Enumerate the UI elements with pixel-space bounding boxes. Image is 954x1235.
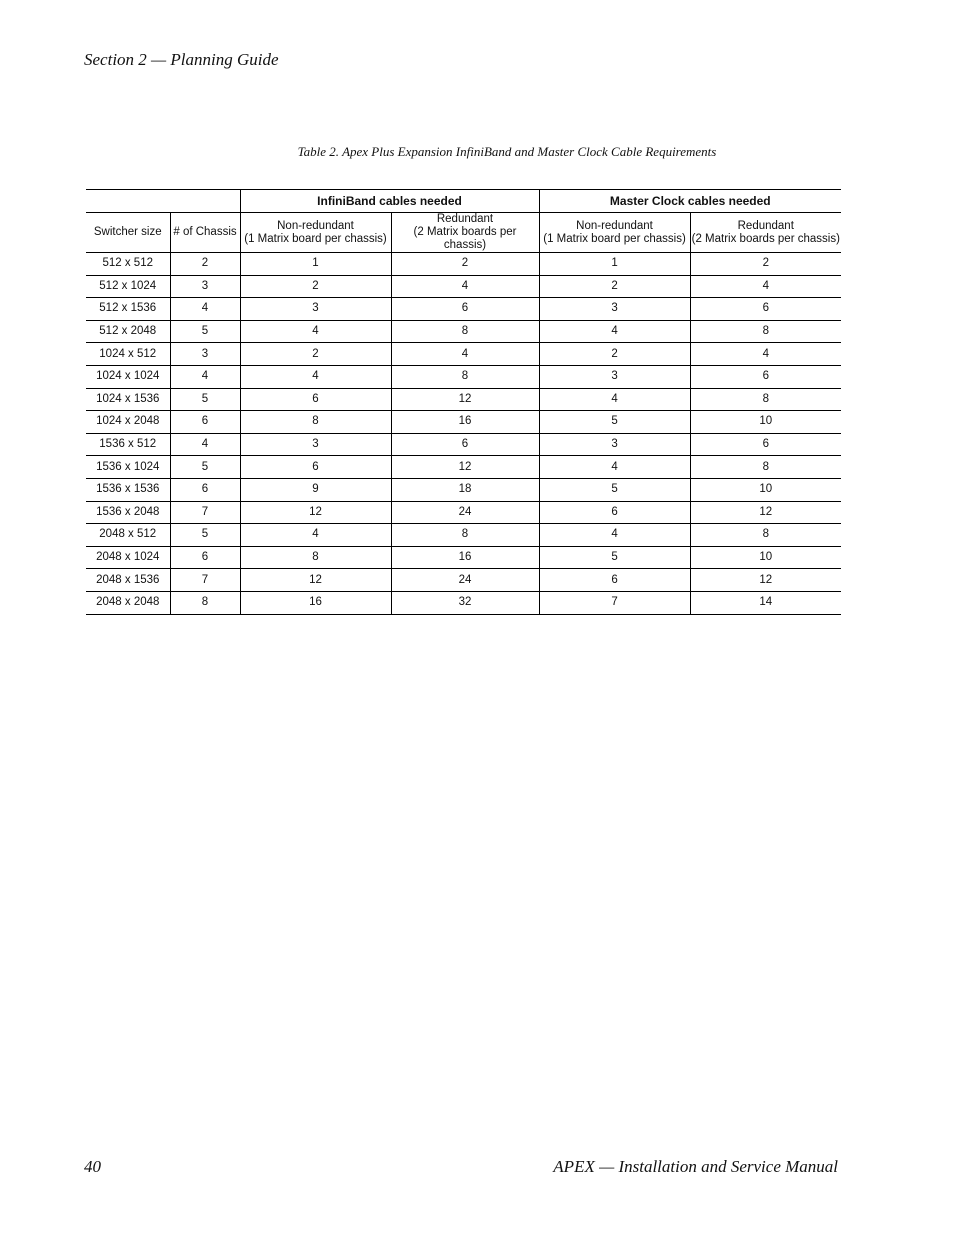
table-cell: 3 xyxy=(170,343,240,366)
table-cell: 6 xyxy=(690,298,841,321)
table-cell: 3 xyxy=(240,433,391,456)
table-cell: 1024 x 2048 xyxy=(86,411,170,434)
table-cell: 5 xyxy=(170,524,240,547)
table-cell: 10 xyxy=(690,411,841,434)
column-header-chassis-count: # of Chassis xyxy=(170,213,240,253)
table-cell: 12 xyxy=(690,569,841,592)
table-cell: 4 xyxy=(391,343,539,366)
table-cell: 512 x 1536 xyxy=(86,298,170,321)
table-row xyxy=(86,320,841,343)
page-number: 40 xyxy=(84,1157,101,1176)
table-cell: 1024 x 1536 xyxy=(86,388,170,411)
table-cell: 1536 x 1536 xyxy=(86,478,170,501)
table-cell: 16 xyxy=(240,591,391,614)
table-cell: 4 xyxy=(240,320,391,343)
table-cell: 5 xyxy=(170,388,240,411)
table-cell: 2 xyxy=(391,253,539,276)
table-row xyxy=(86,275,841,298)
table-cell: 4 xyxy=(690,343,841,366)
table-cell: 1536 x 2048 xyxy=(86,501,170,524)
cable-requirements-table xyxy=(86,189,841,615)
column-header-infiniband-non-redundant: Non-redundant (1 Matrix board per chassis) xyxy=(240,213,391,253)
table-cell: 512 x 1024 xyxy=(86,275,170,298)
manual-title: APEX — Installation and Service Manual xyxy=(553,1157,838,1176)
table-row xyxy=(86,478,841,501)
table-row xyxy=(86,298,841,321)
table-cell: 2048 x 512 xyxy=(86,524,170,547)
table-cell: 512 x 512 xyxy=(86,253,170,276)
table-cell: 1 xyxy=(539,253,690,276)
table-cell: 6 xyxy=(391,433,539,456)
table-row xyxy=(86,569,841,592)
table-cell: 6 xyxy=(391,298,539,321)
table-cell: 32 xyxy=(391,591,539,614)
table-cell: 4 xyxy=(170,433,240,456)
table-cell: 24 xyxy=(391,501,539,524)
table-cell: 2 xyxy=(170,253,240,276)
table-cell: 8 xyxy=(391,365,539,388)
table-cell: 7 xyxy=(170,569,240,592)
table-cell: 4 xyxy=(539,388,690,411)
column-header-infiniband-redundant: Redundant (2 Matrix boards per chassis) xyxy=(391,213,539,253)
table-cell: 1536 x 1024 xyxy=(86,456,170,479)
table-cell: 4 xyxy=(240,524,391,547)
table-cell: 12 xyxy=(391,388,539,411)
column-header-clock-redundant: Redundant (2 Matrix boards per chassis) xyxy=(690,213,841,253)
running-head: Section 2 — Planning Guide xyxy=(84,50,279,69)
table-row xyxy=(86,411,841,434)
table-cell: 16 xyxy=(391,411,539,434)
table-cell: 5 xyxy=(539,546,690,569)
table-cell: 4 xyxy=(539,456,690,479)
table-cell: 12 xyxy=(240,569,391,592)
table-cell: 3 xyxy=(539,298,690,321)
table-cell: 4 xyxy=(539,320,690,343)
table-cell: 6 xyxy=(240,456,391,479)
table-cell: 5 xyxy=(170,320,240,343)
table-cell: 512 x 2048 xyxy=(86,320,170,343)
table-cell: 7 xyxy=(170,501,240,524)
table-cell: 18 xyxy=(391,478,539,501)
table-cell: 2048 x 1024 xyxy=(86,546,170,569)
table-cell: 2 xyxy=(690,253,841,276)
table-cell: 6 xyxy=(240,388,391,411)
table-row xyxy=(86,433,841,456)
table-cell: 1536 x 512 xyxy=(86,433,170,456)
table-cell: 7 xyxy=(539,591,690,614)
table-row xyxy=(86,388,841,411)
table-row xyxy=(86,365,841,388)
table-cell: 5 xyxy=(539,478,690,501)
column-header-switcher-size: Switcher size xyxy=(86,213,170,253)
table-cell: 6 xyxy=(690,365,841,388)
table-cell: 6 xyxy=(690,433,841,456)
table-cell: 8 xyxy=(240,411,391,434)
table-cell: 8 xyxy=(690,320,841,343)
table-cell: 24 xyxy=(391,569,539,592)
table-cell: 6 xyxy=(170,411,240,434)
table-cell: 3 xyxy=(539,433,690,456)
table-cell: 1024 x 1024 xyxy=(86,365,170,388)
table-row xyxy=(86,501,841,524)
table-cell: 6 xyxy=(170,478,240,501)
table-cell: 12 xyxy=(391,456,539,479)
table-cell: 6 xyxy=(170,546,240,569)
table-row xyxy=(86,456,841,479)
table-body xyxy=(86,253,841,615)
table-cell: 2048 x 1536 xyxy=(86,569,170,592)
table-cell: 6 xyxy=(539,501,690,524)
table-cell: 10 xyxy=(690,478,841,501)
table-cell: 14 xyxy=(690,591,841,614)
table-cell: 4 xyxy=(690,275,841,298)
table-cell: 2048 x 2048 xyxy=(86,591,170,614)
column-header-clock-non-redundant: Non-redundant (1 Matrix board per chassis) xyxy=(539,213,690,253)
table-cell: 4 xyxy=(240,365,391,388)
table-cell: 12 xyxy=(690,501,841,524)
table-cell: 3 xyxy=(240,298,391,321)
infiniband-group-header: InfiniBand cables needed xyxy=(240,190,539,213)
table-cell: 2 xyxy=(240,275,391,298)
table-cell: 5 xyxy=(539,411,690,434)
table-cell: 8 xyxy=(391,320,539,343)
table-cell: 8 xyxy=(690,524,841,547)
table-caption: Table 2. Apex Plus Expansion InfiniBand and Master Clock Cable Requirements xyxy=(297,144,717,159)
table-cell: 1024 x 512 xyxy=(86,343,170,366)
table-cell: 8 xyxy=(240,546,391,569)
table-cell: 4 xyxy=(539,524,690,547)
table-cell: 16 xyxy=(391,546,539,569)
table-cell: 2 xyxy=(539,275,690,298)
table-cell: 8 xyxy=(690,456,841,479)
table-cell: 4 xyxy=(170,365,240,388)
table-cell: 3 xyxy=(539,365,690,388)
table-cell: 4 xyxy=(170,298,240,321)
table-cell: 2 xyxy=(240,343,391,366)
group-header-row xyxy=(86,190,841,213)
table-row xyxy=(86,591,841,614)
blank-header-cell xyxy=(86,190,240,213)
table-cell: 2 xyxy=(539,343,690,366)
master-clock-group-header: Master Clock cables needed xyxy=(539,190,841,213)
table-row xyxy=(86,343,841,366)
column-header-row xyxy=(86,213,841,253)
table-cell: 8 xyxy=(170,591,240,614)
table-cell: 4 xyxy=(391,275,539,298)
table-cell: 8 xyxy=(690,388,841,411)
table-cell: 9 xyxy=(240,478,391,501)
table-cell: 6 xyxy=(539,569,690,592)
table-cell: 12 xyxy=(240,501,391,524)
table-row xyxy=(86,546,841,569)
table-row xyxy=(86,253,841,276)
table-cell: 1 xyxy=(240,253,391,276)
table-cell: 5 xyxy=(170,456,240,479)
table-cell: 10 xyxy=(690,546,841,569)
table-cell: 3 xyxy=(170,275,240,298)
table-cell: 8 xyxy=(391,524,539,547)
table-row xyxy=(86,524,841,547)
